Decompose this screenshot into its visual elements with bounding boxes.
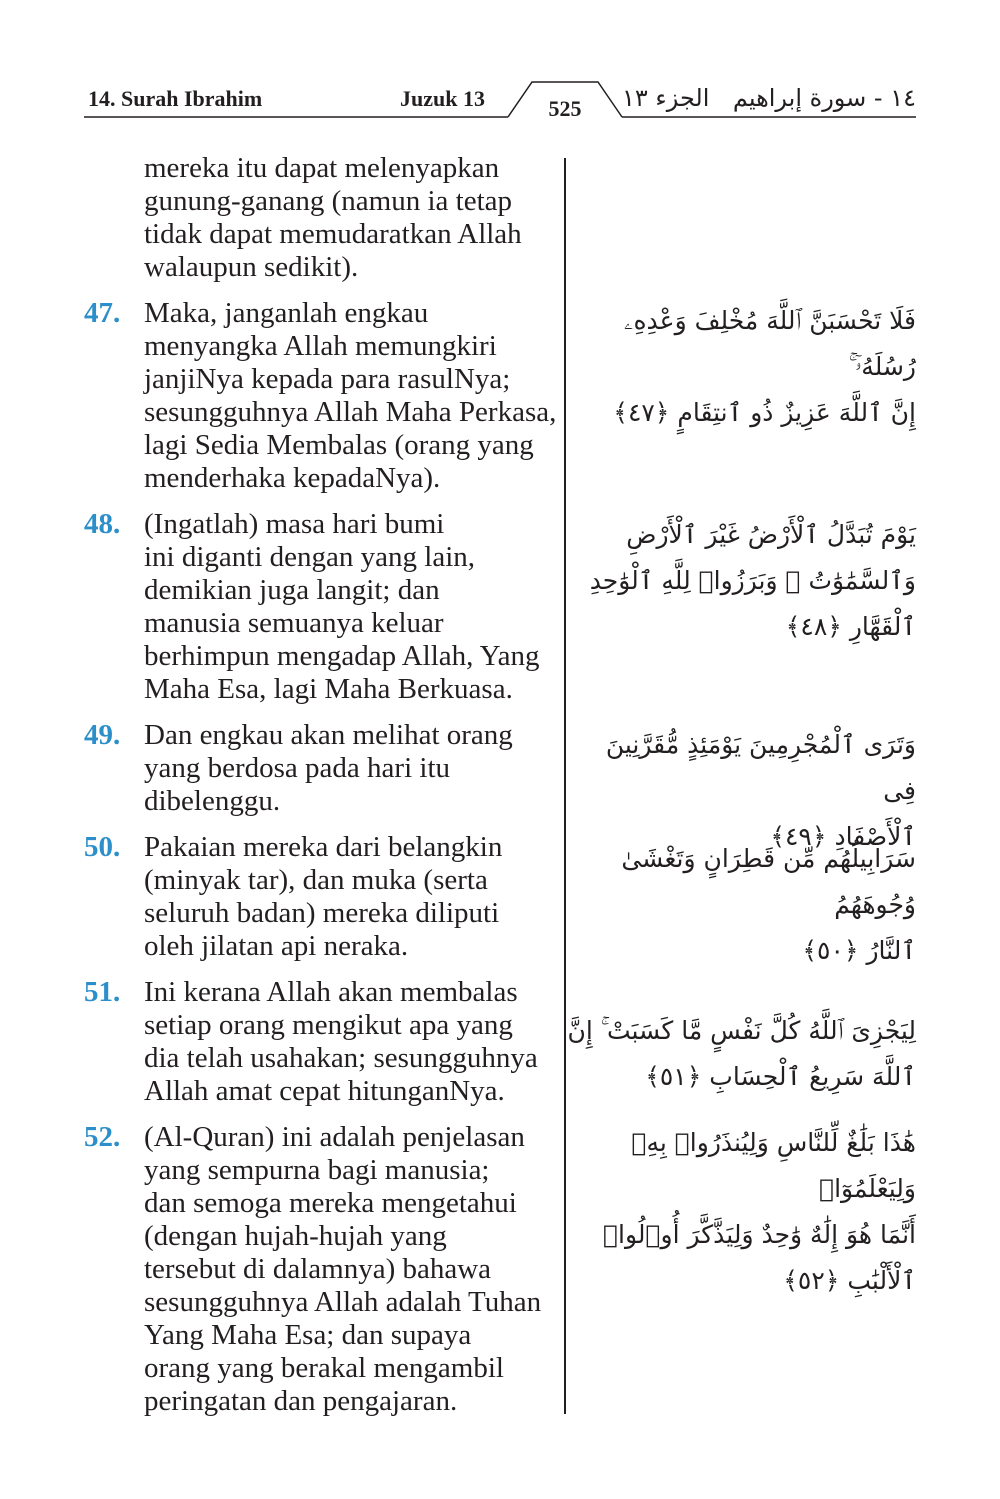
verse-number: 48.: [84, 508, 121, 540]
verse-48-arabic: يَوْمَ تُبَدَّلُ ٱلْأَرْضُ غَيْرَ ٱلْأَرْضِ وَٱلسَّمَٰوَٰتُ ۖ وَبَرَزُوا۟ لِلَّهِ ٱلْوَٰحِدِ ٱلْقَهَّارِ ﴿٤٨﴾: [589, 520, 916, 641]
verse-number: 49.: [84, 719, 121, 751]
verse-47-translation: [84, 297, 558, 495]
verse-number: 47.: [84, 297, 121, 329]
header-surah-title: 14. Surah Ibrahim: [88, 86, 263, 111]
verse-50-arabic: سَرَابِيلُهُم مِّن قَطِرَانٍ وَتَغْشَىٰ وُجُوهَهُمُ ٱلنَّارُ ﴿٥٠﴾: [621, 844, 916, 965]
verse-text: (Al-Quran) ini adalah penjelasan yang sempurna bagi manusia; dan semoga mereka mengetahui (dengan hujah-hujah yang tersebut di dalamnya) bahawa sesungguhnya Allah adalah Tuhan Yang Maha Esa; dan supaya orang yang berakal mengambil peringatan dan pengajaran.: [144, 1121, 542, 1417]
intro-paragraph: [84, 152, 558, 284]
header-juzuk: Juzuk 13: [400, 86, 485, 111]
intro-text: mereka itu dapat melenyapkan gunung-ganang (namun ia tetap tidak dapat memudaratkan Allah walaupun sedikit).: [144, 152, 522, 283]
verse-number: 52.: [84, 1121, 121, 1153]
verse-50-translation: [84, 831, 558, 963]
verse-text: Ini kerana Allah akan membalas setiap orang mengikut apa yang dia telah usahakan; sesungguhnya Allah amat cepat hitunganNya.: [144, 976, 538, 1107]
verse-text: Maka, janganlah engkau menyangka Allah memungkiri janjiNya kepada para rasulNya; sesungguhnya Allah Maha Perkasa, lagi Sedia Membalas (orang yang menderhaka kepadaNya).: [144, 297, 557, 494]
verse-51-translation: [84, 976, 558, 1108]
verse-48-translation: [84, 508, 558, 706]
header-surah-arabic: ١٤ - سورة إبراهيم: [732, 84, 916, 112]
verse-52-translation: [84, 1121, 558, 1418]
verse-47-arabic: فَلَا تَحْسَبَنَّ ٱللَّهَ مُخْلِفَ وَعْدِهِۦ رُسُلَهُۥٓ ۚ إِنَّ ٱللَّهَ عَزِيزٌ ذُو ٱنتِقَامٍ ﴿٤٧﴾: [613, 306, 916, 427]
verse-49-arabic: وَتَرَى ٱلْمُجْرِمِينَ يَوْمَئِذٍ مُّقَرَّنِينَ فِى ٱلْأَصْفَادِ ﴿٤٩﴾: [605, 730, 916, 851]
header-juz-arabic: الجزء ١٣: [622, 84, 710, 112]
translation-column: [84, 152, 558, 1431]
page-header: [0, 0, 1000, 130]
verse-49-translation: [84, 719, 558, 818]
verse-text: Dan engkau akan melihat orang yang berdosa pada hari itu dibelenggu.: [144, 719, 513, 817]
verse-52-arabic: هَٰذَا بَلَٰغٌ لِّلنَّاسِ وَلِيُنذَرُوا۟ بِهِۦ وَلِيَعْلَمُوٓا۟ أَنَّمَا هُوَ إِلَٰهٌ وَٰحِدٌ وَلِيَذَّكَّرَ أُو۟لُوا۟ ٱلْأَلْبَٰبِ ﴿٥٢﴾: [603, 1128, 916, 1295]
page-number: 525: [548, 96, 582, 121]
verse-51-arabic: لِيَجْزِىَ ٱللَّهُ كُلَّ نَفْسٍ مَّا كَسَبَتْ ۚ إِنَّ ٱللَّهَ سَرِيعُ ٱلْحِسَابِ ﴿٥١﴾: [567, 1016, 916, 1091]
verse-number: 50.: [84, 831, 121, 863]
verse-text: (Ingatlah) masa hari bumi ini diganti dengan yang lain, demikian juga langit; dan manusia semuanya keluar berhimpun mengadap Allah, Yang Maha Esa, lagi Maha Berkuasa.: [144, 508, 540, 705]
verse-text: Pakaian mereka dari belangkin (minyak tar), dan muka (serta seluruh badan) mereka diliputi oleh jilatan api neraka.: [144, 831, 503, 962]
verse-number: 51.: [84, 976, 121, 1008]
